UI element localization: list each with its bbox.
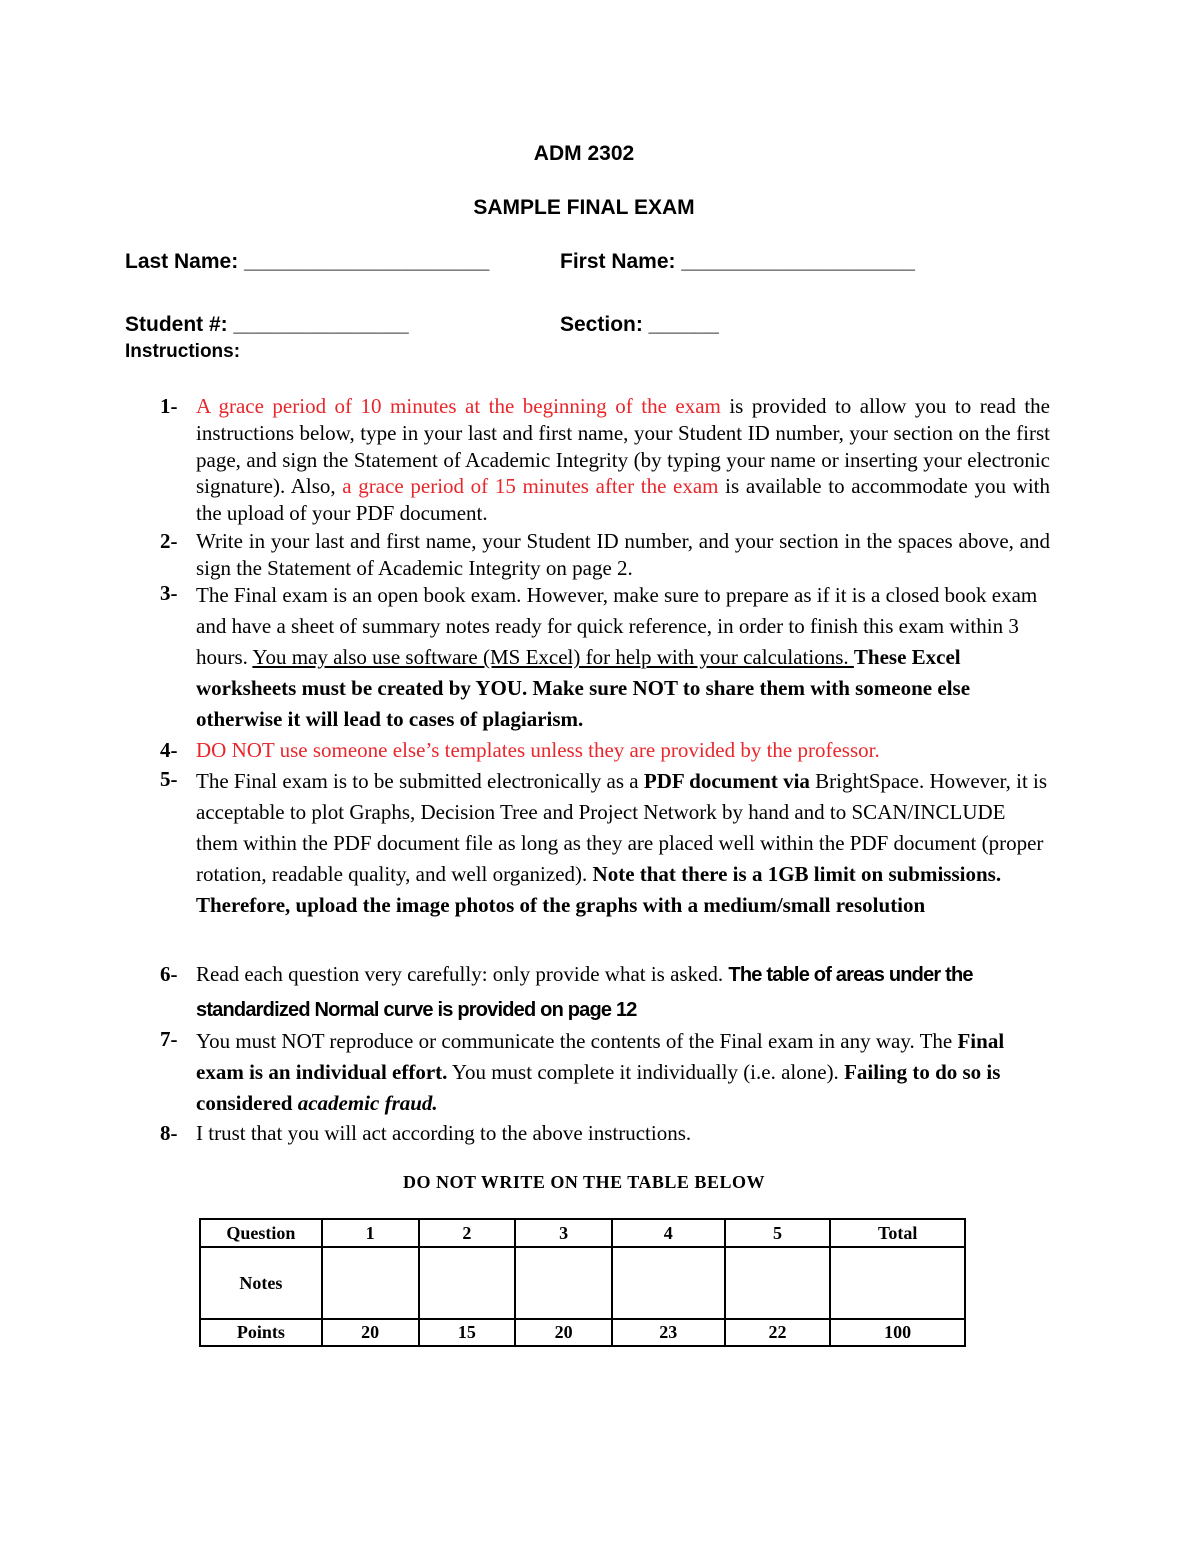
academic-fraud-text: academic fraud. (297, 1091, 438, 1115)
instructions-label: Instructions: (125, 341, 241, 362)
notes-cell (419, 1247, 516, 1319)
question-cell: 5 (725, 1219, 831, 1247)
last-name-field: Last Name: _____________________ (125, 250, 490, 273)
pdf-via-text: PDF document via (643, 769, 810, 793)
item-text: Write in your last and first name, your Student ID number, and your section in the spaces above, and sign the Statement of Academic Integrity on page 2. (196, 529, 1050, 580)
notes-row (200, 1247, 965, 1319)
points-cell: 15 (419, 1319, 516, 1346)
student-number-field: Student #: _______________ (125, 313, 409, 336)
item-text: The Final exam is an open book exam. However, make sure to prepare as if it is a closed book exam and have a sheet of summary notes ready for quick reference, in order to finish this exam within 3 hours. (196, 583, 1038, 669)
item-text: is available to accommodate you with the upload of your PDF document. (196, 474, 1051, 526)
points-cell: 20 (322, 1319, 419, 1346)
notes-cell (725, 1247, 831, 1319)
grace-period-start-text: A grace period of 10 minutes at the beginning of the exam (196, 394, 721, 418)
notes-cell (830, 1247, 965, 1319)
item-number: 5- (160, 767, 178, 791)
item-text: You must NOT reproduce or communicate the contents of the Final exam in any way. The (196, 1029, 958, 1053)
question-row (200, 1219, 965, 1247)
upload-limit-note: Note that there is a 1GB limit on submissions. Therefore, upload the image photos of the graphs with a medium/small resolution (196, 862, 1002, 917)
course-code: ADM 2302 (533, 142, 635, 165)
plagiarism-warning-text: These Excel worksheets must be created by YOU. Make sure NOT to share them with someone else otherwise it will lead to cases of plagiarism. (196, 645, 971, 731)
software-note-text: You may also use software (MS Excel) for help with your calculations. (252, 645, 854, 669)
item-text: The Final exam is to be submitted electronically as a (196, 769, 644, 793)
individual-effort-text: Final exam is an individual effort. (196, 1029, 1005, 1084)
notes-cell (322, 1247, 419, 1319)
row-label-notes: Notes (200, 1247, 322, 1319)
item-text: You must complete it individually (i.e. alone). (447, 1060, 845, 1084)
instruction-item-7 (160, 1026, 1050, 1119)
first-name-field: First Name: ____________________ (560, 250, 915, 273)
instruction-item-3 (160, 580, 1050, 735)
templates-warning-text: DO NOT use someone else’s templates unless they are provided by the professor. (196, 738, 880, 762)
instruction-item-4 (160, 737, 1050, 764)
item-text: I trust that you will act according to the above instructions. (196, 1121, 692, 1145)
question-cell: 1 (322, 1219, 419, 1247)
points-cell: 22 (725, 1319, 831, 1346)
item-text: is provided to allow you to read the instructions below, type in your last and first name, your Student ID number, your section on the first page, and sign the Statement of Academic Integrity (by typing your name or inserting your electronic signature). Also, (196, 394, 1050, 499)
item-number: 8- (160, 1121, 178, 1145)
item-text: BrightSpace. However, it is acceptable to plot Graphs, Decision Tree and Project Network by hand and to SCAN/INCLUDE them within the PDF document file as long as they are placed well within the PDF document (proper rotation, readable quality, and well organized). (196, 769, 1048, 886)
notes-cell (612, 1247, 725, 1319)
item-number: 7- (160, 1027, 178, 1051)
points-cell: 20 (515, 1319, 612, 1346)
question-cell: 3 (515, 1219, 612, 1247)
row-label-points: Points (200, 1319, 322, 1346)
instruction-item-1 (160, 393, 1050, 527)
item-number: 6- (160, 962, 178, 986)
item-text: Read each question very carefully: only provide what is asked. (196, 962, 729, 986)
item-number: 2- (160, 529, 178, 553)
instruction-item-2 (160, 528, 1050, 582)
failing-text: Failing to do so is considered (196, 1060, 1001, 1115)
points-cell: 23 (612, 1319, 725, 1346)
notes-cell (515, 1247, 612, 1319)
instruction-item-6 (160, 957, 1050, 1027)
section-field: Section: ______ (560, 313, 719, 336)
table-warning: DO NOT WRITE ON THE TABLE BELOW (403, 1172, 765, 1192)
points-cell-total: 100 (830, 1319, 965, 1346)
question-cell: 2 (419, 1219, 516, 1247)
points-row (200, 1319, 965, 1346)
item-number: 4- (160, 738, 178, 762)
row-label-question: Question (200, 1219, 322, 1247)
instruction-item-8 (160, 1120, 1050, 1147)
grading-table (199, 1218, 966, 1347)
question-cell: 4 (612, 1219, 725, 1247)
item-number: 3- (160, 581, 178, 605)
instruction-item-5 (160, 766, 1050, 921)
normal-table-note: The table of areas under the standardized Normal curve is provided on page 12 (196, 964, 973, 1021)
item-number: 1- (160, 394, 178, 418)
exam-title: SAMPLE FINAL EXAM (473, 196, 695, 219)
question-cell-total: Total (830, 1219, 965, 1247)
grace-period-end-text: a grace period of 15 minutes after the exam (342, 474, 719, 499)
